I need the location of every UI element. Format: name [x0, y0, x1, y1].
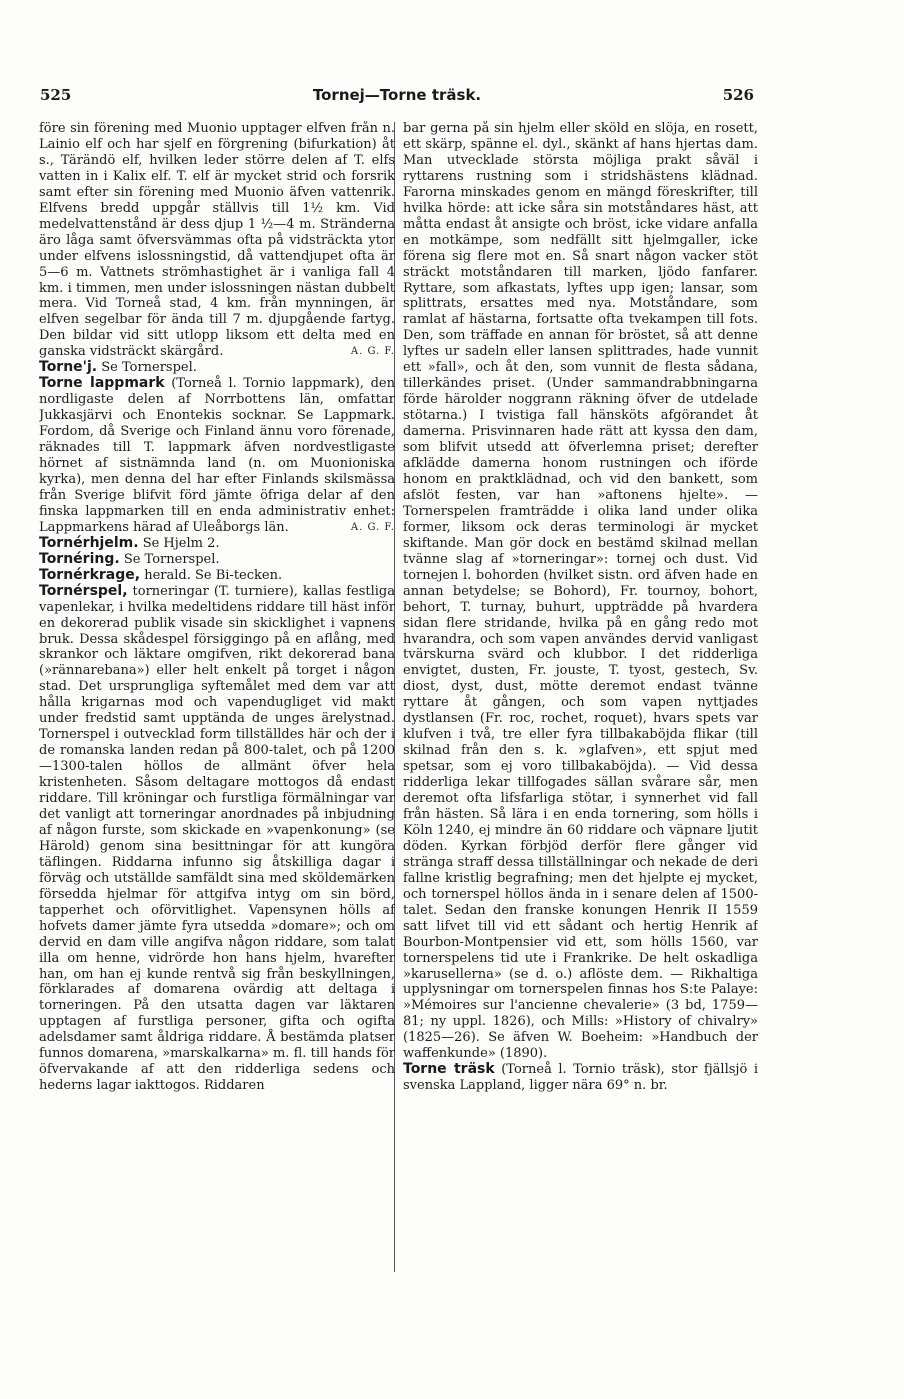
- entry-text: (Torneå l. Tornio träsk), stor fjällsjö i svenska Lappland, ligger nära 69° n. br.: [403, 1062, 758, 1094]
- continued-paragraph: [39, 121, 395, 360]
- headword: Tornérkrage,: [39, 566, 141, 583]
- author-signature: A. G. F.: [350, 346, 395, 358]
- paragraph-text: före sin förening med Muonio upptager elfven från n. Lainio elf och har sjelf en förgrening (bifurkation) åt s., Tärändö elf, hvilken leder större delen af T. elfs vatten in i Kalix elf. T. elf är mycket strid och forsrik samt efter sin förening med Muonio äfven vattenrik. Elfvens bredd uppgår ställvis till 1½ km. Vid medelvattenstånd är dess djup 1 ½—4 m. Stränderna äro låga samt öfversvämmas ofta på vidsträckta ytor under elfvens islossningstid, då vattendjupet ofta är 5—6 m. Vattnets strömhastighet är i vanliga fall 4 km. i timmen, men under islossningen nästan dubbelt mera. Vid Torneå stad, 4 km. från mynningen, är elfven segelbar för ända till 7 m. djupgående fartyg. Den bildar vid sitt utlopp liksom ett delta med en ganska vidsträckt skärgård.: [39, 121, 395, 360]
- headword: Torne'j.: [39, 359, 98, 376]
- left-column: [39, 121, 395, 1381]
- entry-tornerkrage: [39, 568, 395, 584]
- headword: Tornérspel,: [39, 582, 128, 599]
- left-page-number: 525: [40, 86, 72, 104]
- entry-tornej: [39, 360, 395, 376]
- entry-torne-trask: [403, 1062, 758, 1094]
- entry-tornerspel: [39, 584, 395, 1095]
- right-page-number: 526: [722, 86, 754, 104]
- headword: Torne lappmark: [39, 375, 165, 392]
- entry-text: herald. Se Bi-tecken.: [144, 567, 283, 583]
- entry-tornering: [39, 552, 395, 568]
- page-header: [40, 86, 754, 108]
- entry-tornerhjelm: [39, 536, 395, 552]
- author-signature: A. G. F.: [350, 521, 395, 533]
- running-title: Tornej—Torne träsk.: [312, 86, 482, 104]
- entry-text: torneringar (T. turniere), kallas festliga vapenlekar, i hvilka medeltidens riddare till häst inför en dekorerad publik visade sin skicklighet i vapnens bruk. Dessa skådespel försiggingo på en aflång, med skrankor och läktare omgifven, rikt dekorerad bana (»rännarebana») eller helt enkelt på torget i någon stad. Det ursprungliga syftemålet med dem var att hålla krigarnas mod och vapendugliget vid makt under fredstid samt upptända de unges ärelystnad. Tornerspel i outvecklad form tillställdes här och der i de romanska landen redan på 800-talet, och på 1200—1300-talen höllos de allmänt öfver hela kristenheten. Såsom deltagare mottogos då endast riddare. Till kröningar och furstliga förmälningar var det vanligt att torneringar anordnades på inbjudning af någon furste, som skickade en »vapenkonung» (se Härold) genom sina besittningar för att kungöra täflingen. Riddarna infunno sig åtskilliga dagar i förväg och utställde samfäldt sina med sköldemärken försedda hjelmar för attgifva intyg om sin börd, tapperhet och oförvitlighet. Vapensynen hölls af hofvets damer jämte fyra utsedda »domare»; och om dervid en dam ville angifva någon riddare, som talat illa om henne, vidrörde hon hans hjelm, hvarefter han, om han ej kunde rentvå sig från beskyllningen, förklarades af domarena ovärdig att deltaga i torneringen. På den utsatta dagen var läktaren upptagen af furstliga personer, gifta och ogifta adelsdamer samt åldriga riddare. Å bestämda platser funnos domarena, »marskalkarna» m. fl. till hands för öfvervakande af att den ridderliga sedens och hederns lagar iakttogos. Riddaren: [39, 583, 395, 1094]
- continued-paragraph: [403, 121, 758, 1062]
- entry-text: (Torneå l. Tornio lappmark), den nordligaste delen af Norrbottens län, omfattar Jukkasjärvi och Enontekis socknar. Se Lappmark. Fordom, då Sverige och Finland ännu voro förenade, räknades till T. lappmark äfven nordvestligaste hörnet af sistnämnda land (n. om Muonioniska kyrka), men denna del har efter Finlands skilsmässa från Sverige blifvit förd jämte öfriga delar af den finska lappmarken till en enda administrativ enhet: Lappmarkens härad af Uleåborgs län.: [39, 376, 395, 535]
- entry-text: Se Tornerspel.: [123, 551, 220, 567]
- headword: Tornéring.: [39, 550, 120, 567]
- right-column: [403, 121, 758, 1381]
- paragraph-text: bar gerna på sin hjelm eller sköld en slöja, en rosett, ett skärp, spänne el. dyl., skänkt af hans hjertas dam. Man utvecklade största möjliga prakt såväl i ryttarens rustning som i stridshästens klädnad. Farorna minskades genom en mängd föreskrifter, till hvilka hörde: att icke såra sin motståndares häst, att måtta endast åt ansigte och bröst, icke vidare anfalla en motkämpe, som nedfällt sitt hjelmgaller, icke förena sig flere mot en. Så snart någon vacker stöt sträckt motståndaren till marken, ljödo fanfarer. Ryttare, som afkastats, lyftes upp igen; lansar, som splittrats, ersattes med nya. Motståndare, som ramlat af hästarna, fortsatte ofta tvekampen till fots. Den, som träffade en annan för bröstet, så att denne lyftes ur sadeln eller lansen splittrades, hade vunnit ett »fall», och åt den, som vunnit de flesta sådana, tillerkändes priset. (Under sammandrabbningarna förde härolder noggrann räkning öfver de utdelade stötarna.) I tvistiga fall hänsköts afgörandet åt damerna. Prisvinnaren hade rätt att kyssa den dam, som blifvit utsedd att öfverlemna priset; derefter afklädde damerna honom rustningen och iförde honom en praktklädnad, och vid den bankett, som afslöt festen, var han »aftonens hjelte». — Tornerspelen framträdde i olika land under olika former, liksom ock deras terminologi är mycket skiftande. Man gör dock en bestämd skilnad mellan tvänne slag af »torneringar»: tornej och dust. Vid tornejen l. bohorden (hvilket sistn. ord äfven hade en annan betydelse; se Bohord), Fr. tournoy, bohort, behort, T. turnay, buhurt, uppträdde på hvardera sidan flere stridande, hvilka på en gång redo mot hvarandra, och som vapen användes dervid vanligast tvärskurna svärd och klubbor. I det ridderliga envigtet, dusten, Fr. jouste, T. tyost, gestech, Sv. diost, dyst, dust, mötte deremot endast tvänne ryttare åt gången, och som vapen nyttjades dystlansen (Fr. roc, rochet, roquet), hvars spets var klufven i två, tre eller fyra tillbakaböjda flikar (till skilnad från den s. k. »glafven», ett spjut med spetsar, som ej voro tillbakaböjda). — Vid dessa ridderliga lekar tillfogades sällan svårare sår, men deremot ofta lifsfarliga stötar, i synnerhet vid fall från hästen. Så lära i en enda tornering, som hölls i Köln 1240, ej mindre än 60 riddare och väpnare ljutit döden. Kyrkan förbjöd derför flere gånger vid stränga straff dessa tillställningar och nekade de deri fallne kristlig begrafning; men det hjelpte ej mycket, och tornerspel höllos ända in i senare delen af 1500-talet. Sedan den franske konungen Henrik II 1559 satt lifvet till vid ett sådant och hertig Henrik af Bourbon-Montpensier vid ett, som hölls 1560, var tornerspelens tid ute i Frankrike. De helt oskadliga »karusellerna» (se d. o.) aflöste dem. — Rikhaltiga upplysningar om tornerspelen finnas hos S:te Palaye: »Mémoires sur l'ancienne chevalerie» (3 bd, 1759—81; ny uppl. 1826), och Mills: »History of chivalry» (1825—26). Se äfven W. Boeheim: »Handbuch der waffenkunde» (1890).: [403, 121, 758, 1062]
- entry-torne-lappmark: [39, 376, 395, 536]
- headword: Torne träsk: [403, 1061, 495, 1078]
- entry-text: Se Tornerspel.: [101, 360, 197, 376]
- entry-text: Se Hjelm 2.: [142, 535, 220, 551]
- headword: Tornérhjelm.: [39, 534, 139, 551]
